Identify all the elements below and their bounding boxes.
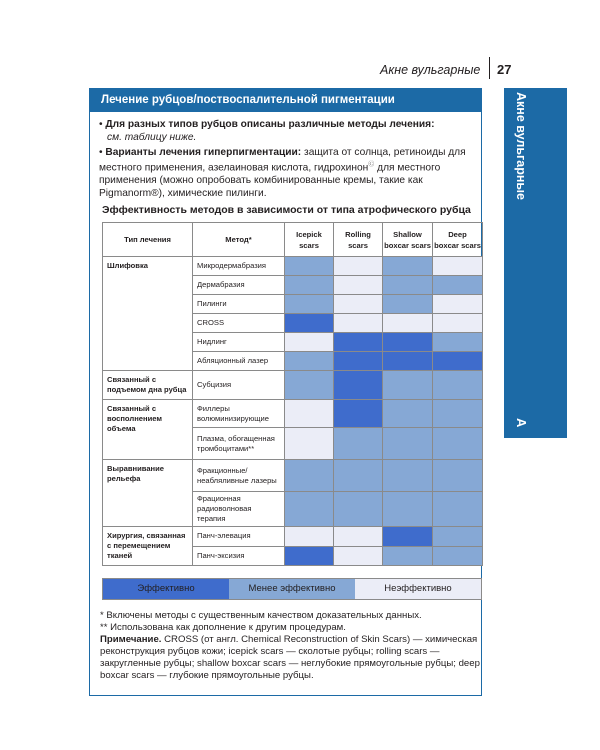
shallow-line-2: boxcar scars bbox=[384, 240, 431, 250]
bullet-hyperpigmentation: • Варианты лечения гиперпигментации: защита от солнца, ретиноиды для местного применения, азелаиновая кислота, гидрохинонⒸ для местного применения (можно опробовать комбинированные кремы, такие как Pigmanorm®), химические пилинги. bbox=[99, 147, 466, 200]
rating-cell-none bbox=[433, 295, 483, 314]
rating-cell-none bbox=[285, 333, 334, 352]
col-header-method: Метод* bbox=[193, 223, 285, 257]
rating-cell-eff bbox=[285, 314, 334, 333]
treatment-type-cell: Шлифовка bbox=[103, 257, 193, 371]
rating-cell-less bbox=[433, 276, 483, 295]
legend bbox=[102, 578, 482, 600]
method-cell: Панч-эксизия bbox=[193, 546, 285, 566]
legend-less-effective: Менее эффективно bbox=[229, 579, 355, 599]
rating-cell-none bbox=[334, 257, 383, 276]
rating-cell-eff bbox=[433, 352, 483, 371]
method-cell: Плазма, обогащенная тромбоцитами** bbox=[193, 428, 285, 460]
rating-cell-less bbox=[433, 527, 483, 547]
rating-cell-less bbox=[383, 295, 433, 314]
rating-cell-eff bbox=[285, 546, 334, 566]
note-text: CROSS (от англ. Chemical Reconstruction of Skin Scars) — химическая реконструкция рубцов кожи; icepick scars — сколотые рубцы; rolling scars — закругленные рубцы; shallow boxcar scars — неглубокие прямоугольные рубцы; deep boxcar scars — глубокие прямоугольные рубцы. bbox=[100, 634, 480, 681]
treatment-type-cell: Связанный с подъемом дна рубца bbox=[103, 371, 193, 400]
rating-cell-less bbox=[383, 400, 433, 428]
method-cell: Фрационная радиоволновая терапия bbox=[193, 492, 285, 527]
rating-cell-none bbox=[334, 276, 383, 295]
rating-cell-none bbox=[334, 295, 383, 314]
rating-cell-less bbox=[433, 546, 483, 566]
bullet-2-heading: Варианты лечения гиперпигментации: bbox=[105, 147, 302, 158]
rating-cell-less bbox=[285, 295, 334, 314]
rating-cell-less bbox=[285, 257, 334, 276]
col-header-type: Тип лечения bbox=[103, 223, 193, 257]
rating-cell-less bbox=[433, 400, 483, 428]
rating-cell-eff bbox=[334, 400, 383, 428]
rating-cell-none bbox=[334, 546, 383, 566]
rating-cell-eff bbox=[334, 333, 383, 352]
table-row bbox=[103, 400, 483, 428]
rating-cell-less bbox=[334, 460, 383, 492]
note bbox=[100, 634, 480, 682]
method-cell: Субцизия bbox=[193, 371, 285, 400]
info-box-title: Лечение рубцов/поствоспалительной пигментации bbox=[89, 88, 482, 112]
col-header-deep bbox=[433, 223, 483, 257]
rating-cell-eff bbox=[383, 527, 433, 547]
bullet-1-text: см. таблицу ниже. bbox=[107, 132, 197, 143]
rating-cell-none bbox=[285, 400, 334, 428]
table-caption: Эффективность методов в зависимости от типа атрофического рубца bbox=[102, 204, 471, 216]
deep-line-1: Deep bbox=[448, 229, 467, 239]
rating-cell-eff bbox=[383, 333, 433, 352]
rating-cell-none bbox=[433, 314, 483, 333]
method-cell: Нидлинг bbox=[193, 333, 285, 352]
legend-effective: Эффективно bbox=[103, 579, 229, 599]
rating-cell-less bbox=[433, 492, 483, 527]
rating-cell-less bbox=[285, 352, 334, 371]
method-cell: Микродермабразия bbox=[193, 257, 285, 276]
registered-drug-mark: Ⓒ bbox=[368, 162, 375, 168]
efficacy-table bbox=[102, 222, 483, 566]
rating-cell-none bbox=[383, 314, 433, 333]
rating-cell-none bbox=[334, 314, 383, 333]
bullet-scar-methods: • Для разных типов рубцов описаны различные методы лечения: см. таблицу ниже. bbox=[99, 119, 435, 143]
col-header-shallow bbox=[383, 223, 433, 257]
rating-cell-less bbox=[383, 276, 433, 295]
rating-cell-less bbox=[285, 371, 334, 400]
shallow-line-1: Shallow bbox=[393, 229, 422, 239]
note-label: Примечание. bbox=[100, 634, 162, 645]
table-row bbox=[103, 460, 483, 492]
bullet-2-text-end: для местного применения (можно опробовать комбинированные кремы, такие как Pigmanorm®), химические пилинги. bbox=[99, 162, 441, 200]
page-number: 27 bbox=[497, 62, 512, 77]
rating-cell-less bbox=[285, 276, 334, 295]
rating-cell-less bbox=[285, 492, 334, 527]
icepick-line-2: scars bbox=[299, 240, 319, 250]
method-cell: Дермабразия bbox=[193, 276, 285, 295]
rating-cell-none bbox=[285, 428, 334, 460]
method-cell: Фракционные/ неабляливные лазеры bbox=[193, 460, 285, 492]
legend-ineffective: Неэффективно bbox=[355, 579, 481, 599]
table-row bbox=[103, 527, 483, 547]
method-cell: Панч-элевация bbox=[193, 527, 285, 547]
col-header-icepick bbox=[285, 223, 334, 257]
table-row bbox=[103, 257, 483, 276]
method-cell: Абляционный лазер bbox=[193, 352, 285, 371]
treatment-type-cell: Хирургия, связанная с перемещением тканей bbox=[103, 527, 193, 566]
deep-line-2: boxcar scars bbox=[434, 240, 481, 250]
rating-cell-eff bbox=[383, 352, 433, 371]
rating-cell-less bbox=[383, 460, 433, 492]
rating-cell-less bbox=[433, 428, 483, 460]
rating-cell-less bbox=[383, 492, 433, 527]
bullet-list bbox=[99, 118, 484, 202]
rolling-line-2: scars bbox=[348, 240, 368, 250]
chapter-side-tab-label: Акне вульгарные bbox=[514, 92, 528, 201]
method-cell: Филлеры волюминизирующие bbox=[193, 400, 285, 428]
rating-cell-less bbox=[383, 428, 433, 460]
rating-cell-less bbox=[433, 333, 483, 352]
running-header-title: Акне вульгарные bbox=[380, 63, 481, 77]
rating-cell-none bbox=[433, 257, 483, 276]
rating-cell-less bbox=[334, 428, 383, 460]
rating-cell-eff bbox=[334, 371, 383, 400]
header-separator bbox=[489, 57, 490, 79]
treatment-type-cell: Связанный с восполнением объема bbox=[103, 400, 193, 460]
bullet-1-heading: Для разных типов рубцов описаны различные методы лечения: bbox=[105, 119, 435, 130]
treatment-type-cell: Выравнивание рельефа bbox=[103, 460, 193, 527]
rolling-line-1: Rolling bbox=[345, 229, 371, 239]
method-cell: Пилинги bbox=[193, 295, 285, 314]
icepick-line-1: Icepick bbox=[296, 229, 322, 239]
rating-cell-less bbox=[334, 492, 383, 527]
footnote-2: ** Использована как дополнение к другим процедурам. bbox=[100, 622, 346, 633]
method-cell: CROSS bbox=[193, 314, 285, 333]
footnote-1: * Включены методы с существенным качеством доказательных данных. bbox=[100, 610, 422, 621]
rating-cell-less bbox=[433, 460, 483, 492]
rating-cell-eff bbox=[334, 352, 383, 371]
rating-cell-none bbox=[334, 527, 383, 547]
rating-cell-less bbox=[383, 546, 433, 566]
rating-cell-less bbox=[383, 257, 433, 276]
rating-cell-less bbox=[285, 460, 334, 492]
rating-cell-none bbox=[285, 527, 334, 547]
footnotes bbox=[100, 610, 480, 682]
chapter-letter: A bbox=[514, 418, 529, 428]
bullet-2-text: защита от солнца, ретиноиды для местного применения, азелаиновая кислота, гидрохинон bbox=[99, 147, 466, 174]
col-header-rolling bbox=[334, 223, 383, 257]
rating-cell-less bbox=[383, 371, 433, 400]
rating-cell-less bbox=[433, 371, 483, 400]
table-row bbox=[103, 371, 483, 400]
